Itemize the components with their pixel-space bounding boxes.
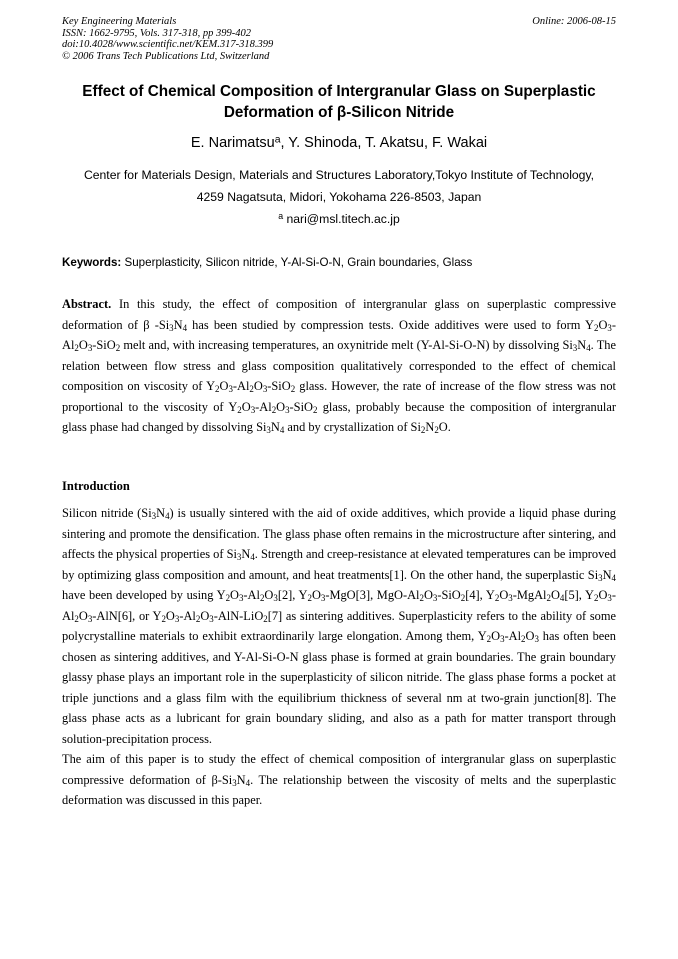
subscript: 4 <box>250 552 255 563</box>
intro-text: O <box>230 588 239 602</box>
intro-text: N <box>156 506 166 520</box>
subscript: 2 <box>74 613 79 624</box>
keywords-label: Keywords: <box>62 256 122 269</box>
intro-text: -AlN-LiO <box>213 608 264 623</box>
subscript: 3 <box>500 634 505 645</box>
other-authors: , Y. Shinoda, T. Akatsu, F. Wakai <box>280 135 488 151</box>
email-address[interactable]: nari@msl.titech.ac.jp <box>283 212 400 226</box>
subscript: 2 <box>307 593 312 604</box>
subscript: 2 <box>420 425 426 436</box>
subscript: 3 <box>320 593 326 604</box>
author-list <box>62 135 616 151</box>
intro-text: N <box>602 567 612 582</box>
intro-text: -MgAl <box>512 588 547 602</box>
subscript: 4 <box>245 777 251 788</box>
intro-paragraph-1 <box>62 503 616 749</box>
subscript: 3 <box>432 593 438 604</box>
intro-text: O <box>200 608 210 623</box>
subscript: 2 <box>419 593 424 604</box>
subscript: 4 <box>182 322 188 333</box>
subscript: 3 <box>534 634 539 645</box>
subscript: 2 <box>215 384 220 395</box>
abstract-text: O <box>253 379 263 393</box>
abstract-text: O <box>241 399 251 414</box>
intro-text: O <box>78 608 88 623</box>
subscript: 3 <box>87 613 93 624</box>
intro-text: O <box>264 588 274 602</box>
abstract-text: has been studied by compression tests. Oxide additives were used to form Y <box>187 317 594 332</box>
intro-text: [4], Y <box>465 588 495 602</box>
subscript: 3 <box>262 384 268 395</box>
subscript: 3 <box>232 777 237 788</box>
intro-text: The aim of this paper is to study the effect of chemical composition of intergranular glass on superplastic compressive deformation of β-Si <box>62 752 616 787</box>
subscript: 3 <box>266 425 271 436</box>
intro-text: O <box>550 588 560 602</box>
subscript: 2 <box>237 404 242 415</box>
subscript: 3 <box>151 511 157 522</box>
abstract <box>62 294 616 438</box>
intro-text: [7] as sintering additives. Superplasticity refers to the ability of some polycrystalline materials to exhibit extraordinarily large elongation. Among them, Y <box>62 608 617 643</box>
affiliation-line-2: 4259 Nagatsuta, Midori, Yokohama 226-8503, Japan <box>196 190 482 204</box>
abstract-text: glass, probably because the composition of intergranular glass phase had changed by dissolving Si <box>62 399 616 434</box>
intro-text: have been developed by using Y <box>62 588 226 602</box>
abstract-text: N <box>173 317 183 332</box>
subscript: 2 <box>494 593 500 604</box>
subscript: 3 <box>174 613 180 624</box>
subscript: 3 <box>87 343 93 354</box>
subscript: 3 <box>598 572 603 583</box>
abstract-text: O <box>78 338 88 352</box>
intro-text: [2], Y <box>277 588 308 602</box>
abstract-text: . The relation between flow stress and glass composition qualitatively corresponded to the effect of chemical composition on viscosity of Y <box>62 338 616 393</box>
abstract-text: N <box>577 338 587 352</box>
subscript: 2 <box>594 322 599 333</box>
abstract-label: Abstract. <box>62 297 112 311</box>
intro-text: -Al <box>179 608 196 623</box>
subscript: 3 <box>169 322 174 333</box>
intro-text: O <box>499 588 509 602</box>
email-line <box>62 212 616 226</box>
abstract-text: -SiO <box>92 338 116 352</box>
abstract-text: -SiO <box>289 399 313 414</box>
subscript: 3 <box>572 343 578 354</box>
intro-text: -AlN[6], or Y <box>92 608 162 623</box>
abstract-text: O <box>598 317 608 332</box>
subscript: 4 <box>559 593 565 604</box>
intro-paragraph-2 <box>62 749 616 811</box>
abstract-text: -Si <box>149 317 170 332</box>
subscript: 2 <box>195 613 201 624</box>
title-line-2: Deformation of β-Silicon Nitride <box>223 104 455 121</box>
abstract-text: -SiO <box>267 379 291 393</box>
copyright-line: © 2006 Trans Tech Publications Ltd, Switzerland <box>62 50 270 62</box>
intro-text: O <box>165 608 175 623</box>
subscript: 3 <box>228 384 233 395</box>
subscript: 3 <box>209 613 214 624</box>
intro-text: -SiO <box>437 588 461 602</box>
subscript: 2 <box>521 634 526 645</box>
subscript: 4 <box>279 425 285 436</box>
abstract-text: -Al <box>255 399 272 414</box>
subscript: 4 <box>586 343 591 354</box>
intro-text: O <box>491 629 501 643</box>
subscript: 2 <box>546 593 551 604</box>
online-date: Online: 2006-08-15 <box>532 16 616 27</box>
author-1: E. Narimatsu <box>190 135 275 151</box>
abstract-paragraph <box>62 294 616 438</box>
subscript: 3 <box>273 593 278 604</box>
intro-text: N <box>241 547 251 561</box>
subscript: 2 <box>434 425 439 436</box>
title-line-1: Effect of Chemical Composition of Intergranular Glass on Superplastic <box>82 83 596 100</box>
subscript: 3 <box>250 404 256 415</box>
affiliation <box>62 164 616 208</box>
intro-text: O <box>525 629 535 643</box>
subscript: 3 <box>236 552 242 563</box>
affiliation-line-1: Center for Materials Design, Materials and Structures Laboratory,Tokyo Institute of Technology, <box>83 168 595 182</box>
intro-text: -Al <box>243 588 260 602</box>
section-heading-introduction: Introduction <box>62 479 130 493</box>
subscript: 3 <box>607 593 612 604</box>
issn-line: ISSN: 1662-9795, Vols. 317-318, pp 399-402 <box>62 27 251 39</box>
intro-text: -Al <box>504 629 522 643</box>
intro-text: . Strength and creep-resistance at elevated temperatures can be improved by optimizing glass composition and amount, and heat treatments[1]. On the other hand, the superplastic Si <box>62 547 617 582</box>
abstract-text: and by crystallization of Si <box>284 420 421 434</box>
subscript: 3 <box>238 593 244 604</box>
subscript: 2 <box>290 384 296 395</box>
intro-text: has often been chosen as sintering additives, and Y-Al-Si-O-N glass phase is formed at grain boundaries. The grain boundary glassy phase plays an important role in the superplasticity of silicon nitride. The glass phase forms a pocket at triple junctions and a glass film with the equilibrium thickness of several nm at two-grain junction[8]. The glass phase acts as a lubricant for grain boundary sliding, and also as a path for matter transport through solution-precipitation process. <box>62 629 616 746</box>
abstract-text: glass. However, the rate of increase of the flow stress was not proportional to the viscosity of Y <box>62 379 616 414</box>
subscript: 2 <box>225 593 231 604</box>
journal-name: Key Engineering Materials <box>62 16 177 27</box>
intro-text: . The relationship between the viscosity of melts and the superplastic deformation was discussed in this paper. <box>62 772 616 807</box>
subscript: 2 <box>486 634 492 645</box>
abstract-text: N <box>270 420 280 434</box>
subscript: 3 <box>607 322 612 333</box>
subscript: 2 <box>271 404 277 415</box>
intro-text: O <box>311 588 321 602</box>
intro-text: N <box>236 772 246 787</box>
email-marker: a <box>278 211 284 222</box>
subscript: 2 <box>249 384 254 395</box>
intro-text: O <box>423 588 433 602</box>
paper-title <box>62 81 616 123</box>
intro-text: O <box>598 588 608 602</box>
abstract-text: O <box>219 379 229 393</box>
subscript: 2 <box>263 613 268 624</box>
subscript: 4 <box>611 572 616 583</box>
subscript: 2 <box>594 593 599 604</box>
intro-text: Silicon nitride (Si <box>62 506 152 520</box>
subscript: 3 <box>508 593 513 604</box>
subscript: 4 <box>165 511 170 522</box>
keywords-text: Superplasticity, Silicon nitride, Y-Al-Si-O-N, Grain boundaries, Glass <box>121 256 473 269</box>
affiliation-marker: a <box>274 134 281 146</box>
abstract-text: melt and, with increasing temperatures, an oxynitride melt (Y-Al-Si-O-N) by dissolving Si <box>120 338 573 352</box>
intro-text: ) is usually sintered with the aid of oxide additives, which provide a liquid phase during sintering and promote the densification. The glass phase often remains in the microstructure after sintering, and affects the physical properties of Si <box>62 506 617 561</box>
introduction-section <box>62 503 616 811</box>
abstract-text: N <box>425 420 435 434</box>
subscript: 2 <box>312 404 318 415</box>
journal-header <box>62 16 616 62</box>
abstract-text: -Al <box>232 379 250 393</box>
subscript: 2 <box>259 593 265 604</box>
intro-text: -MgO[3], MgO-Al <box>325 588 420 602</box>
subscript: 2 <box>161 613 166 624</box>
subscript: 2 <box>115 343 121 354</box>
subscript: 2 <box>74 343 79 354</box>
intro-text: [5], Y <box>564 588 595 602</box>
abstract-text: O. <box>438 420 451 434</box>
intro-text: -Al <box>62 588 617 623</box>
doi-line: doi:10.4028/www.scientific.net/KEM.317-318.399 <box>62 39 274 51</box>
subscript: 2 <box>460 593 466 604</box>
abstract-text: In this study, the effect of composition of intergranular glass on superplastic compressive deformation of <box>62 297 616 332</box>
subscript: 3 <box>285 404 290 415</box>
abstract-text: -Al <box>62 317 616 352</box>
keywords <box>62 256 616 269</box>
beta-symbol: β <box>143 317 150 332</box>
abstract-text: O <box>276 399 286 414</box>
